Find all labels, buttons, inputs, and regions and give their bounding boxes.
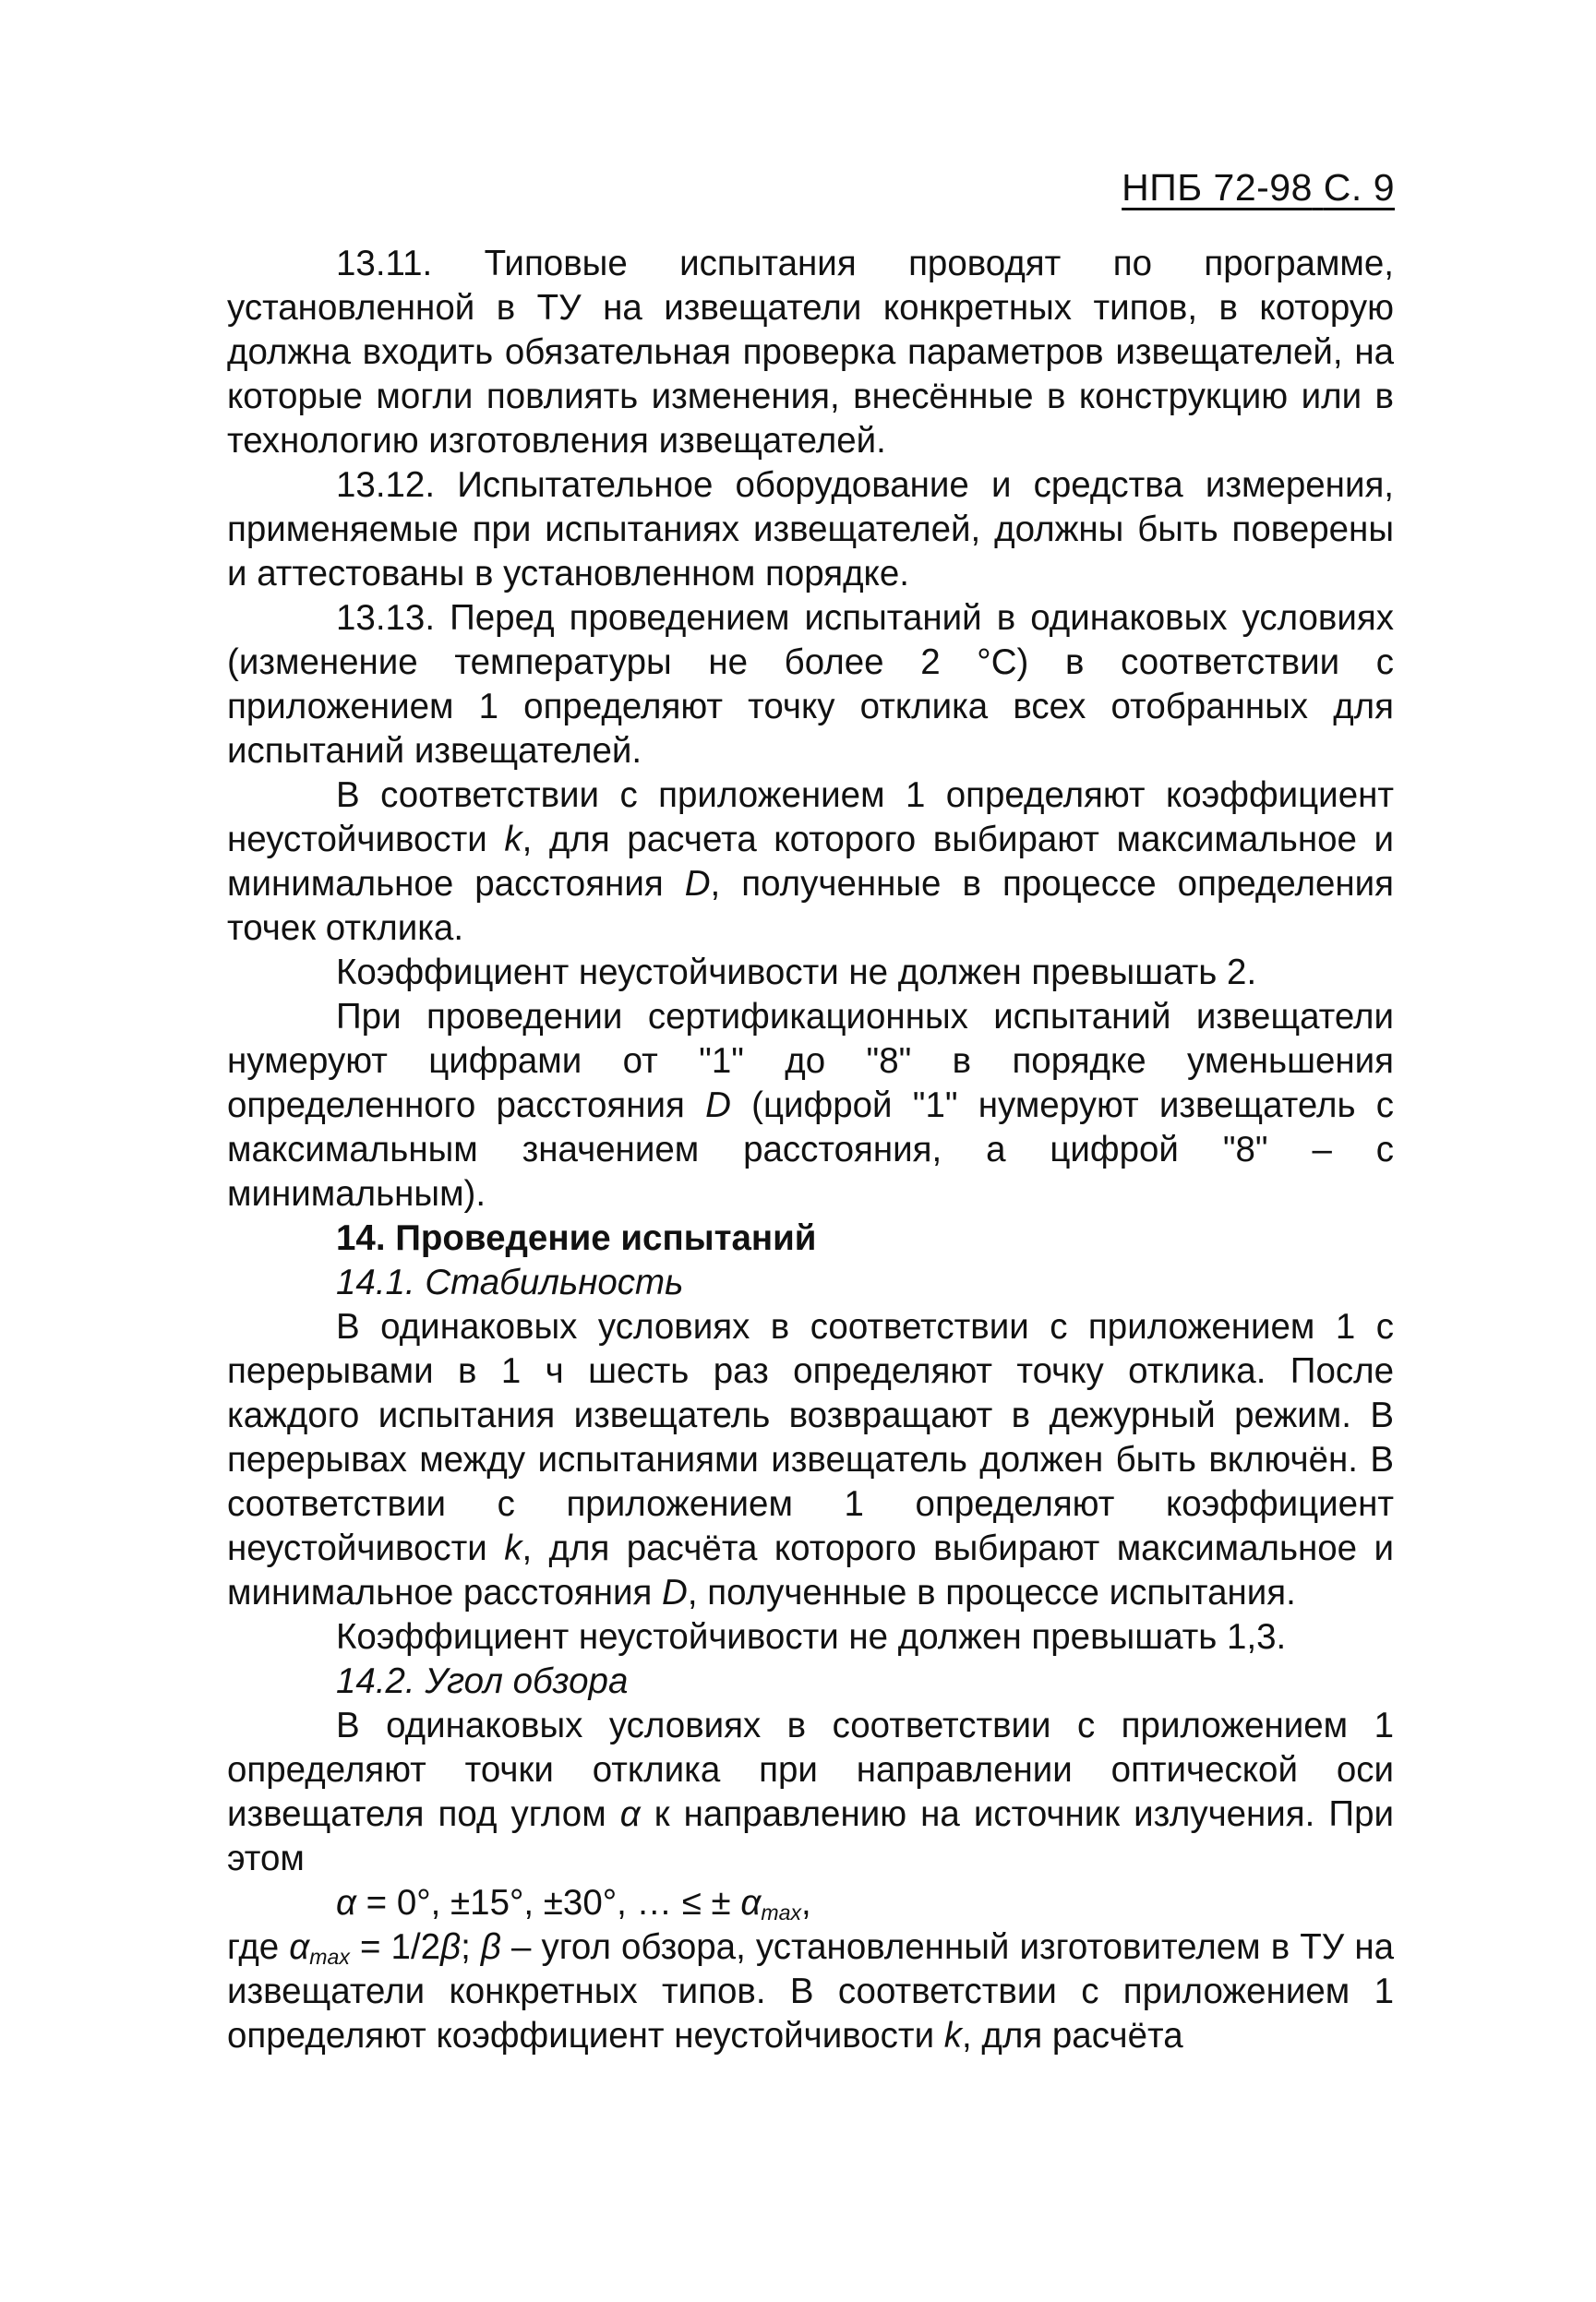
text-run: , для расчёта (962, 2016, 1183, 2056)
symbol-beta: β (480, 1927, 501, 1967)
formula-values: = 0°, ±15°, ±30°, … ≤ ± (355, 1883, 741, 1923)
symbol-beta: β (440, 1927, 462, 1967)
document-body (227, 242, 1394, 2058)
paragraph-13-13-coefficient (227, 773, 1394, 951)
text-run: (цифрой "1" нумеруют извещатель с максимальным значением расстояния, а цифрой "8" – с минимальным). (227, 1085, 1394, 1214)
text-run: – угол обзора, установленный изготовителем в ТУ на извещатели конкретных типов. В соответствии с приложением 1 определяют коэффициент неустойчивости (227, 1927, 1394, 2056)
symbol-d: D (705, 1085, 731, 1125)
text-run: При проведении сертификационных испытаний извещатели нумеруют цифрами от "1" до "8" в порядке уменьшения определенного расстояния (227, 997, 1394, 1125)
text-run: ; (461, 1927, 481, 1967)
symbol-alpha-max: α (289, 1927, 310, 1967)
section-14-title: 14. Проведение испытаний (336, 1218, 817, 1258)
text-run: В одинаковых условиях в соответствии с приложением 1 определяют точки отклика при направлении оптической оси извещателя под углом (227, 1706, 1394, 1834)
paragraph-13-11: 13.11. Типовые испытания проводят по программе, установленной в ТУ на извещатели конкретных типов, в которую должна входить обязательная проверка параметров извещателей, на которые могли повлиять изменения, внесённые в конструкцию или в технологию изготовления извещателей. (227, 244, 1394, 461)
subscript-max: max (309, 1945, 350, 1969)
text-run: , для расчёта которого выбирают максимальное и минимальное расстояния (227, 1529, 1395, 1613)
symbol-alpha: α (619, 1794, 641, 1834)
page-number: С. 9 (1323, 166, 1395, 209)
formula-alpha (227, 1881, 1394, 1925)
text-run: к направлению на источник излучения. При этом (227, 1794, 1394, 1878)
paragraph-14-2-where (227, 1925, 1394, 2058)
paragraph-13-13-numbering (227, 995, 1394, 1217)
text-run: В одинаковых условиях в соответствии с приложением 1 с перерывами в 1 ч шесть раз определяют точку отклика. После каждого испытания извещатель возвращают в дежурный режим. В перерывах между испытаниями извещатель должен быть включён. В соответствии с приложением 1 определяют коэффициент неустойчивости (227, 1307, 1394, 1568)
text-run: , для расчета которого выбирают максимальное и минимальное расстояния (227, 820, 1395, 904)
symbol-alpha-max: α (740, 1883, 762, 1923)
paragraph-14-1-limit: Коэффициент неустойчивости не должен превышать 1,3. (336, 1617, 1287, 1657)
subscript-max: max (761, 1900, 801, 1924)
subsection-14-2-title: 14.2. Угол обзора (336, 1661, 629, 1701)
symbol-d: D (684, 864, 711, 904)
text-run: , полученные в процессе определения точек отклика. (227, 864, 1394, 948)
text-run: где (227, 1927, 290, 1967)
paragraph-13-13-limit: Коэффициент неустойчивости не должен превышать 2. (336, 953, 1257, 992)
text-run: , полученные в процессе испытания. (687, 1573, 1296, 1613)
text-run: = 1/2 (349, 1927, 441, 1967)
text-run: В соответствии с приложением 1 определяют коэффициент неустойчивости (227, 775, 1394, 859)
symbol-alpha: α (336, 1883, 356, 1923)
symbol-k: k (504, 1529, 522, 1568)
page-header (1122, 166, 1395, 210)
paragraph-14-1 (227, 1305, 1394, 1615)
symbol-k: k (943, 2016, 963, 2056)
paragraph-13-13: 13.13. Перед проведением испытаний в одинаковых условиях (изменение температуры не более 2 °С) в соответствии с приложением 1 определяют точку отклика всех отобранных для испытаний извещателей. (227, 598, 1394, 771)
symbol-k: k (504, 820, 522, 859)
document-code: НПБ 72-98 (1122, 166, 1313, 209)
text-run: , (801, 1883, 811, 1923)
symbol-d: D (662, 1573, 688, 1613)
paragraph-13-12: 13.12. Испытательное оборудование и средства измерения, применяемые при испытаниях извещателей, должны быть поверены и аттестованы в установленном порядке. (227, 465, 1394, 593)
paragraph-14-2 (227, 1704, 1394, 1881)
subsection-14-1-title: 14.1. Стабильность (336, 1263, 684, 1302)
